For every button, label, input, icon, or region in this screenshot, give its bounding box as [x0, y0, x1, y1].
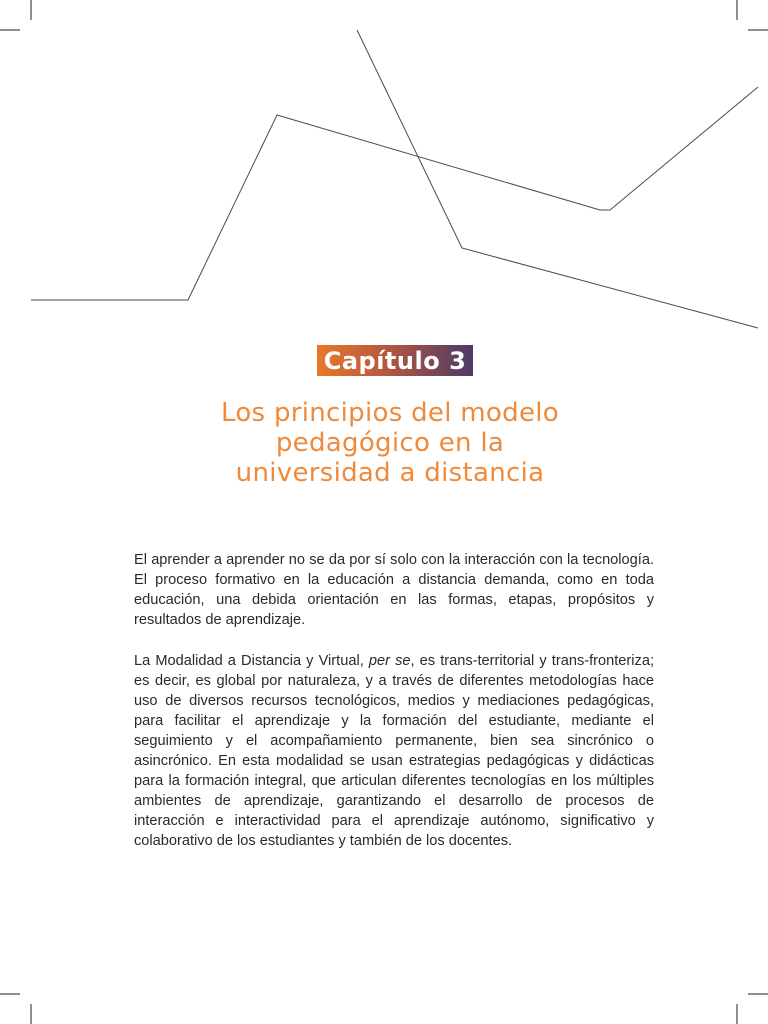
paragraph: El aprender a aprender no se da por sí solo con la interacción con la tecnología. El proceso formativo en la educación a distancia demanda, como en toda educación, una debida orientación en las formas, etapas, propósitos y resultados de aprendizaje.: [134, 552, 654, 628]
italic-term: per se: [368, 653, 411, 669]
chapter-title-line: Los principios del modelo: [221, 398, 559, 428]
paragraph-text: La Modalidad a Distancia y Virtual,: [134, 653, 369, 669]
chapter-title-line: pedagógico en la: [275, 428, 505, 458]
chapter-title-line: universidad a distancia: [235, 458, 545, 488]
chapter-badge: [317, 345, 473, 376]
decorative-lines: [31, 30, 758, 328]
body-text: [134, 550, 654, 851]
paragraph: [134, 651, 654, 851]
chapter-title: [140, 398, 640, 488]
paragraph-text: , es trans-territorial y trans-fronteriza; es decir, es global por naturaleza, y a través de diferentes metodologías hace uso de diversos recursos tecnológicos, medios y mediaciones pedagógicas, para facilitar el aprendizaje y la formación del estudiante, mediante el seguimiento y el acompañamiento permanente, bien sea sincrónico o asincrónico. En esta modalidad se usan estrategias pedagógicas y didácticas para la formación integral, que articulan diferentes tecnologías en los múltiples ambientes de aprendizaje, garantizando el desarrollo de procesos de interacción e interactividad para el aprendizaje autónomo, significativo y colaborativo de los estudiantes y también de los docentes.: [134, 653, 654, 849]
chapter-label: Capítulo 3: [323, 346, 467, 375]
